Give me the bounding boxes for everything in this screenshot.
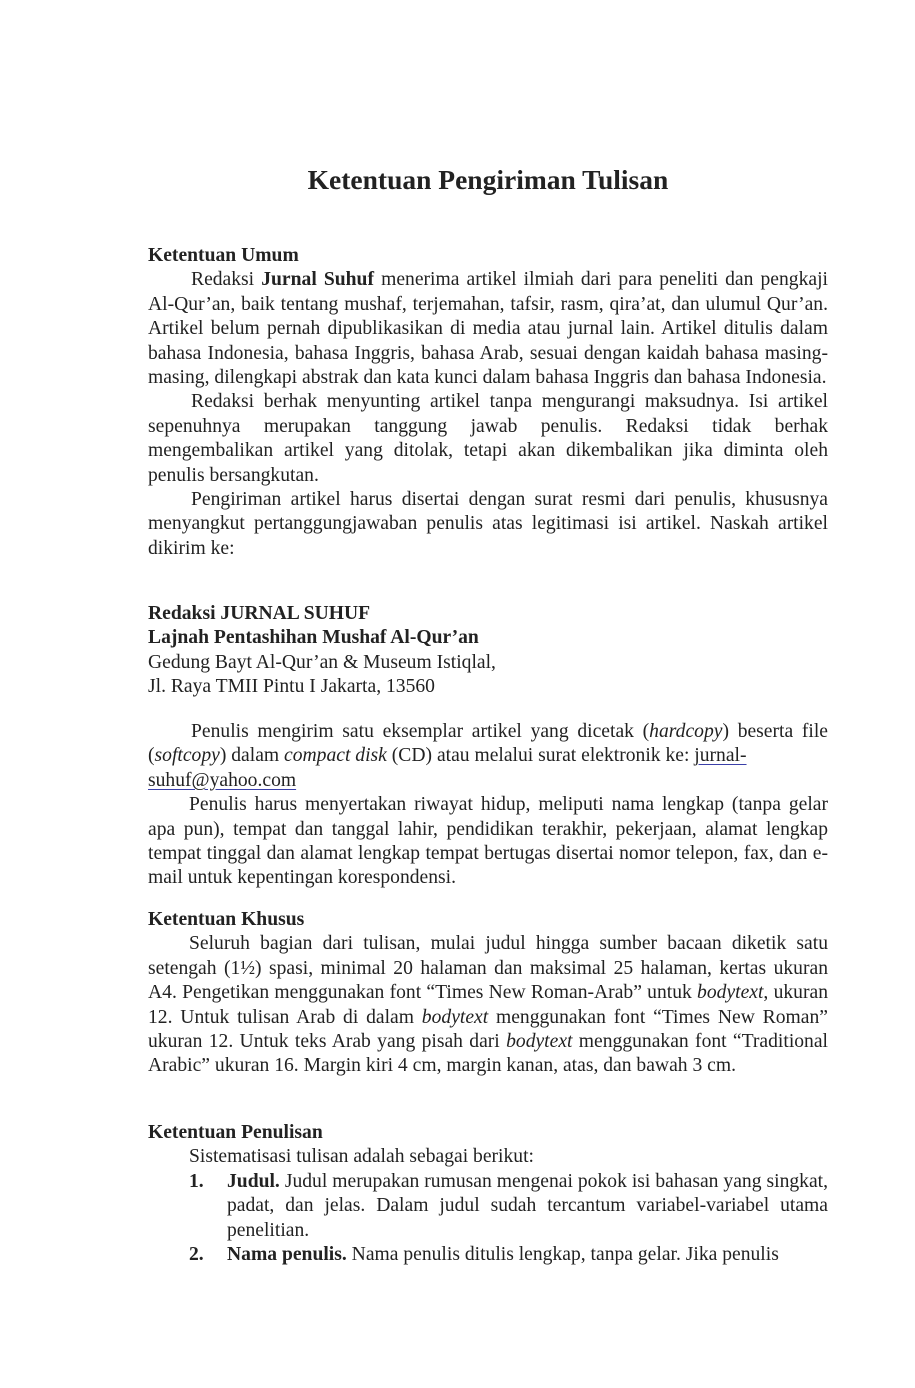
text-run: Redaksi [191,269,262,291]
section-umum [148,244,828,561]
text-run-italic: softcopy [154,745,220,767]
text-run: (CD) atau melalui surat elektronik ke: [386,745,695,767]
text-run: ) dalam [219,745,285,767]
list-item-number: 1. [189,1170,204,1192]
text-run-italic: compact disk [284,745,387,767]
text-run: menerima artikel ilmiah dari para peneliti dan pengkaji Al-Qur’an, baik tentang mushaf, terjemahan, tafsir, rasm, qira’at, dan ulumul Qur’an. Artikel belum pernah dipublikasikan di media atau jurnal lain. Artikel ditulis dalam bahasa Indonesia, bahasa Inggris, bahasa Arab, sesuai dengan kaidah bahasa masing-masing, dilengkapi abstrak dan kata kunci dalam bahasa Inggris dan bahasa Indonesia. [148,269,828,389]
list-item [148,1170,828,1243]
writing-rules-list [148,1170,828,1268]
section-heading-penulisan: Ketentuan Penulisan [148,1122,323,1143]
text-run: menggunakan font “Times New Roman” ukuran 12. Untuk teks Arab yang pisah dari [148,1006,828,1053]
paragraph-bio: Penulis harus menyertakan riwayat hidup, meliputi nama lengkap (tanpa gelar apa pun), tempat dan tanggal lahir, pendidikan terakhir, pekerjaan, alamat lengkap tempat tinggal dan alamat lengkap tempat bertugas disertai nomor telepon, fax, dan e-mail untuk kepentingan korespondensi. [148,794,828,889]
list-item-label: Judul. [227,1170,280,1192]
text-run: , ukuran 12. Untuk tulisan Arab di dalam [148,982,828,1028]
address-line-2: Lajnah Pentashihan Mushaf Al-Qur’an [148,627,479,649]
address-block [148,602,828,700]
paragraph-submission [148,720,828,793]
text-run-italic: hardcopy [649,721,723,742]
paragraph-khusus [148,932,828,1078]
section-heading-khusus: Ketentuan Khusus [148,909,305,930]
journal-name: Jurnal Suhuf [261,269,374,291]
list-item-label: Nama penulis. [227,1244,347,1266]
section-heading-umum: Ketentuan Umum [148,245,299,266]
text-run: ) beserta file ( [148,721,828,767]
address-line-3: Gedung Bayt Al-Qur’an & Museum Istiqlal, [148,651,496,673]
text-run: Seluruh bagian dari tulisan, mulai judul hingga sumber bacaan diketik satu setengah (1½) spasi, minimal 20 halaman dan maksimal 25 halaman, kertas ukuran A4. Pengetikan menggunakan font “Times New Roman-Arab” untuk [148,933,828,1004]
list-item-text: Judul merupakan rumusan mengenai pokok isi bahasan yang singkat, padat, dan jelas. Dalam judul sudah tercantum variabel-variabel utama penelitian. [227,1170,828,1241]
list-item-text: Nama penulis ditulis lengkap, tanpa gelar. Jika penulis [346,1244,779,1266]
paragraph-umum-1 [148,268,828,390]
page-title: Ketentuan Pengiriman Tulisan [307,164,669,195]
section-khusus [148,908,828,1079]
address-line-1: Redaksi JURNAL SUHUF [148,603,371,624]
text-run-italic: bodytext [421,1006,489,1028]
text-run: Penulis mengirim satu eksemplar artikel yang dicetak ( [191,721,650,742]
paragraph-umum-2: Redaksi berhak menyunting artikel tanpa mengurangi maksudnya. Isi artikel sepenuhnya merupakan tanggung jawab penulis. Redaksi tidak berhak mengembalikan artikel yang ditolak, tetapi akan dikembalikan jika diminta oleh penulis bersangkutan. [148,391,828,486]
list-item-number: 2. [189,1244,204,1266]
text-run-italic: bodytext [506,1031,573,1053]
email-link[interactable]: jurnal- suhuf@yahoo.com [148,745,747,791]
paragraph-penulisan-intro: Sistematisasi tulisan adalah sebagai berikut: [189,1146,534,1168]
section-submission [148,720,828,891]
list-item [148,1243,828,1267]
paragraph-umum-3: Pengiriman artikel harus disertai dengan surat resmi dari penulis, khususnya menyangkut pertanggungjawaban penulis atas legitimasi isi artikel. Naskah artikel dikirim ke: [148,489,828,559]
text-run-italic: bodytext [697,982,764,1004]
section-penulisan [148,1121,828,1267]
address-line-4: Jl. Raya TMII Pintu I Jakarta, 13560 [148,676,435,698]
text-run: menggunakan font “Traditional Arabic” ukuran 16. Margin kiri 4 cm, margin kanan, atas, dan bawah 3 cm. [148,1031,828,1077]
